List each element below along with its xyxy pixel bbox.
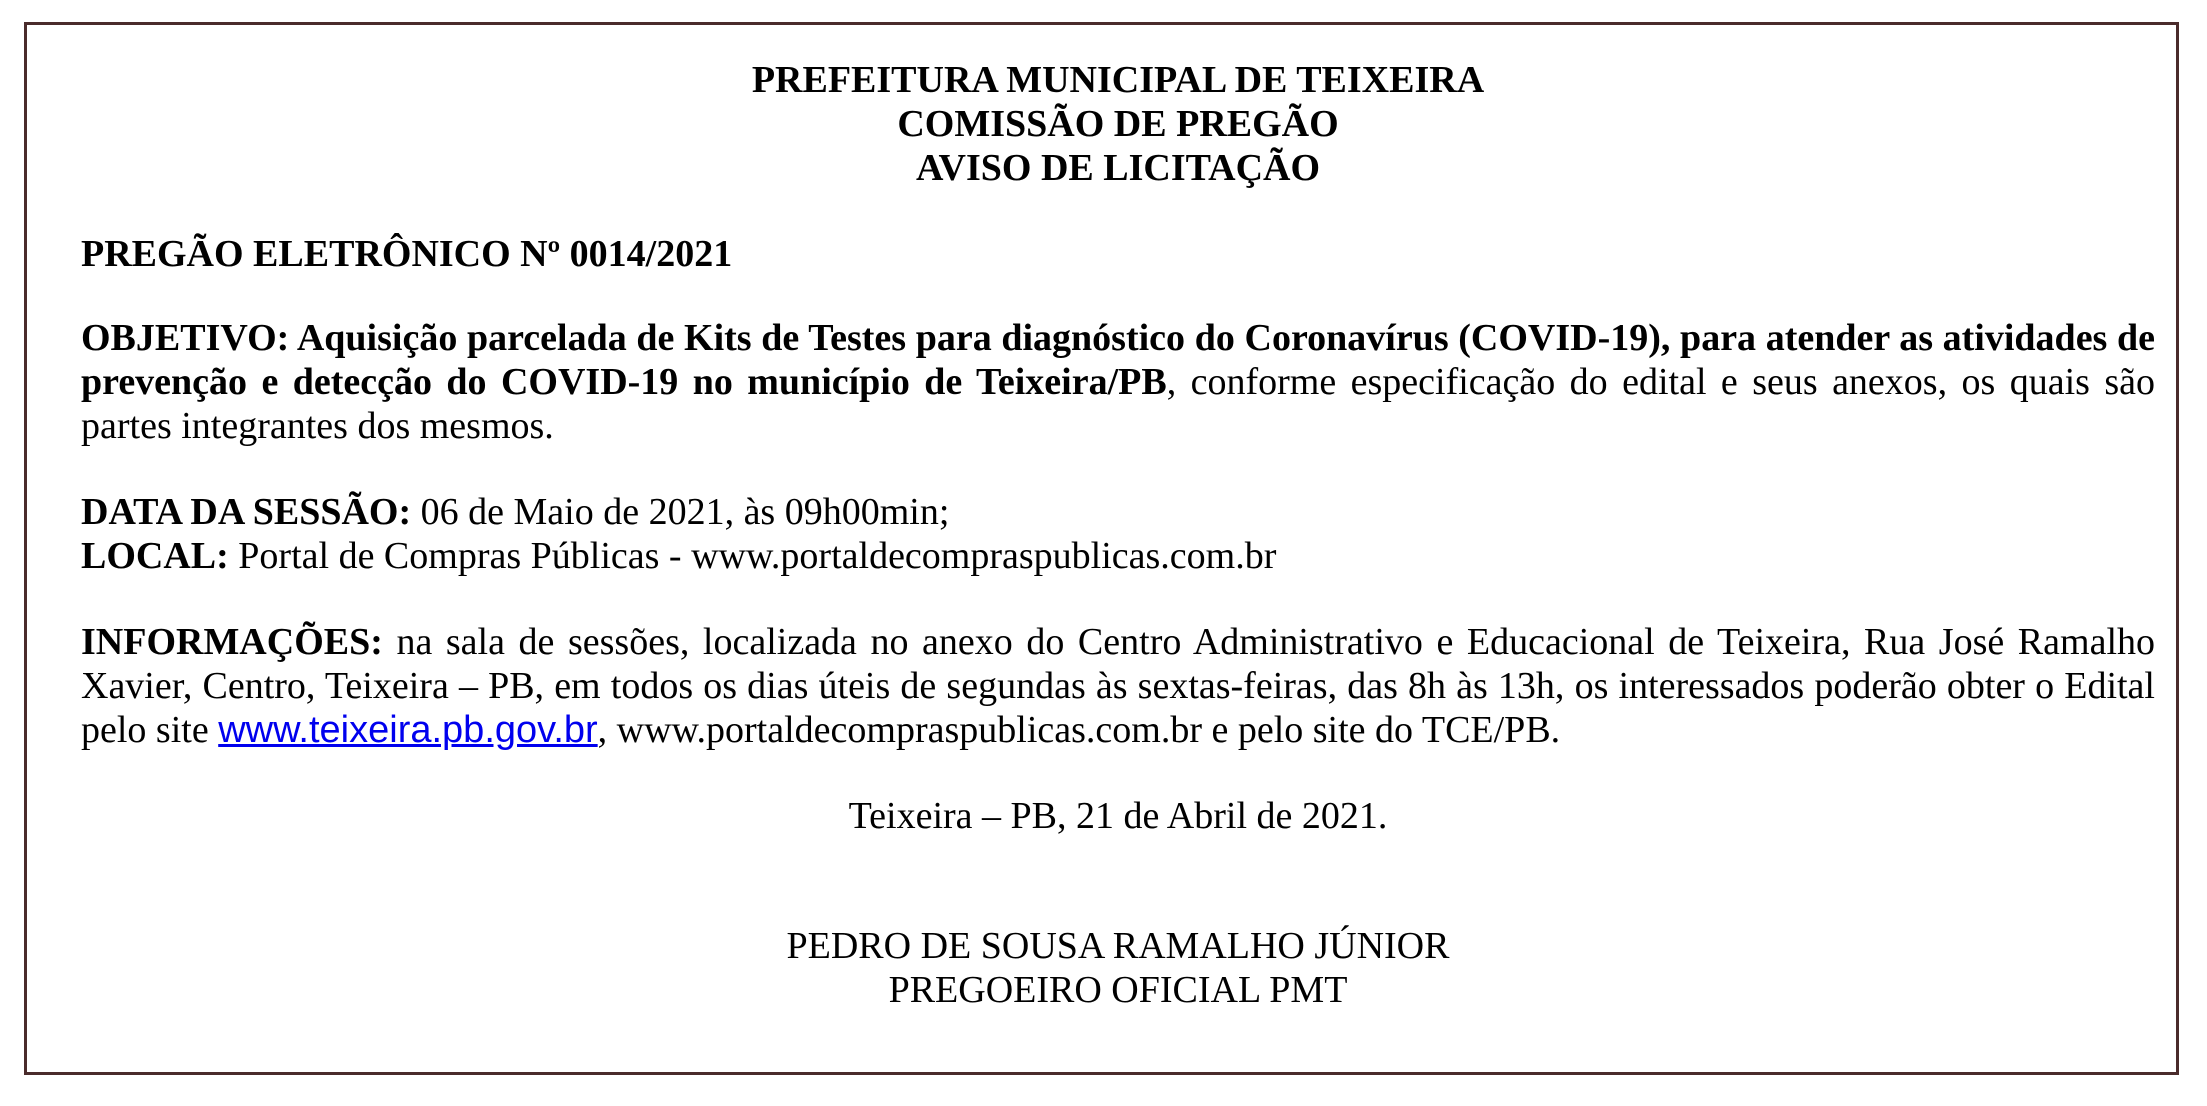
informacoes-paragraph <box>81 620 2155 752</box>
local-label: LOCAL: <box>81 535 229 577</box>
local-value: Portal de Compras Públicas - www.portaldecompraspublicas.com.br <box>228 535 1277 577</box>
informacoes-text: na sala de sessões, localizada no anexo do Centro Administrativo e Educacional de Teixeira, Rua José Ramalho Xavier, Centro, Teixeira – PB, em todos os dias úteis de segundas às sextas-feiras, das 8h às 13h, os interessados poderão obter o Edital pelo site <box>81 621 2155 751</box>
header-line-3: AVISO DE LICITAÇÃO <box>915 147 1321 189</box>
signature-block <box>81 924 2155 1012</box>
objetivo-label: OBJETIVO: <box>81 317 290 359</box>
session-block <box>81 490 2155 578</box>
session-date-label: DATA DA SESSÃO: <box>81 491 412 533</box>
informacoes-after: , www.portaldecompraspublicas.com.br e pelo site do TCE/PB. <box>597 709 1561 751</box>
notice-header <box>81 58 2155 190</box>
header-line-1: PREFEITURA MUNICIPAL DE TEIXEIRA <box>751 59 1485 101</box>
header-line-2: COMISSÃO DE PREGÃO <box>897 103 1339 145</box>
objetivo-paragraph <box>81 316 2155 448</box>
date-line: Teixeira – PB, 21 de Abril de 2021. <box>848 795 1388 837</box>
session-date-line <box>81 490 2155 534</box>
objetivo-bold-text: Aquisição parcelada de Kits de Testes para diagnóstico do Coronavírus (COVID-19), para atender as atividades de prevenção e detecção do COVID-19 no município de Teixeira/PB <box>81 317 2155 403</box>
pregao-number: PREGÃO ELETRÔNICO Nº 0014/2021 <box>81 233 733 275</box>
signature-name: PEDRO DE SOUSA RAMALHO JÚNIOR <box>786 925 1450 967</box>
teixeira-site-link[interactable]: www.teixeira.pb.gov.br <box>218 709 598 751</box>
signature-role: PREGOEIRO OFICIAL PMT <box>888 969 1348 1011</box>
informacoes-label: INFORMAÇÕES: <box>81 621 383 663</box>
local-line <box>81 534 2155 578</box>
notice-content <box>81 58 2155 1012</box>
session-date-value: 06 de Maio de 2021, às 09h00min; <box>411 491 950 533</box>
objetivo-rest: , conforme especificação do edital e seus anexos, os quais são partes integrantes dos mesmos. <box>81 361 2155 447</box>
